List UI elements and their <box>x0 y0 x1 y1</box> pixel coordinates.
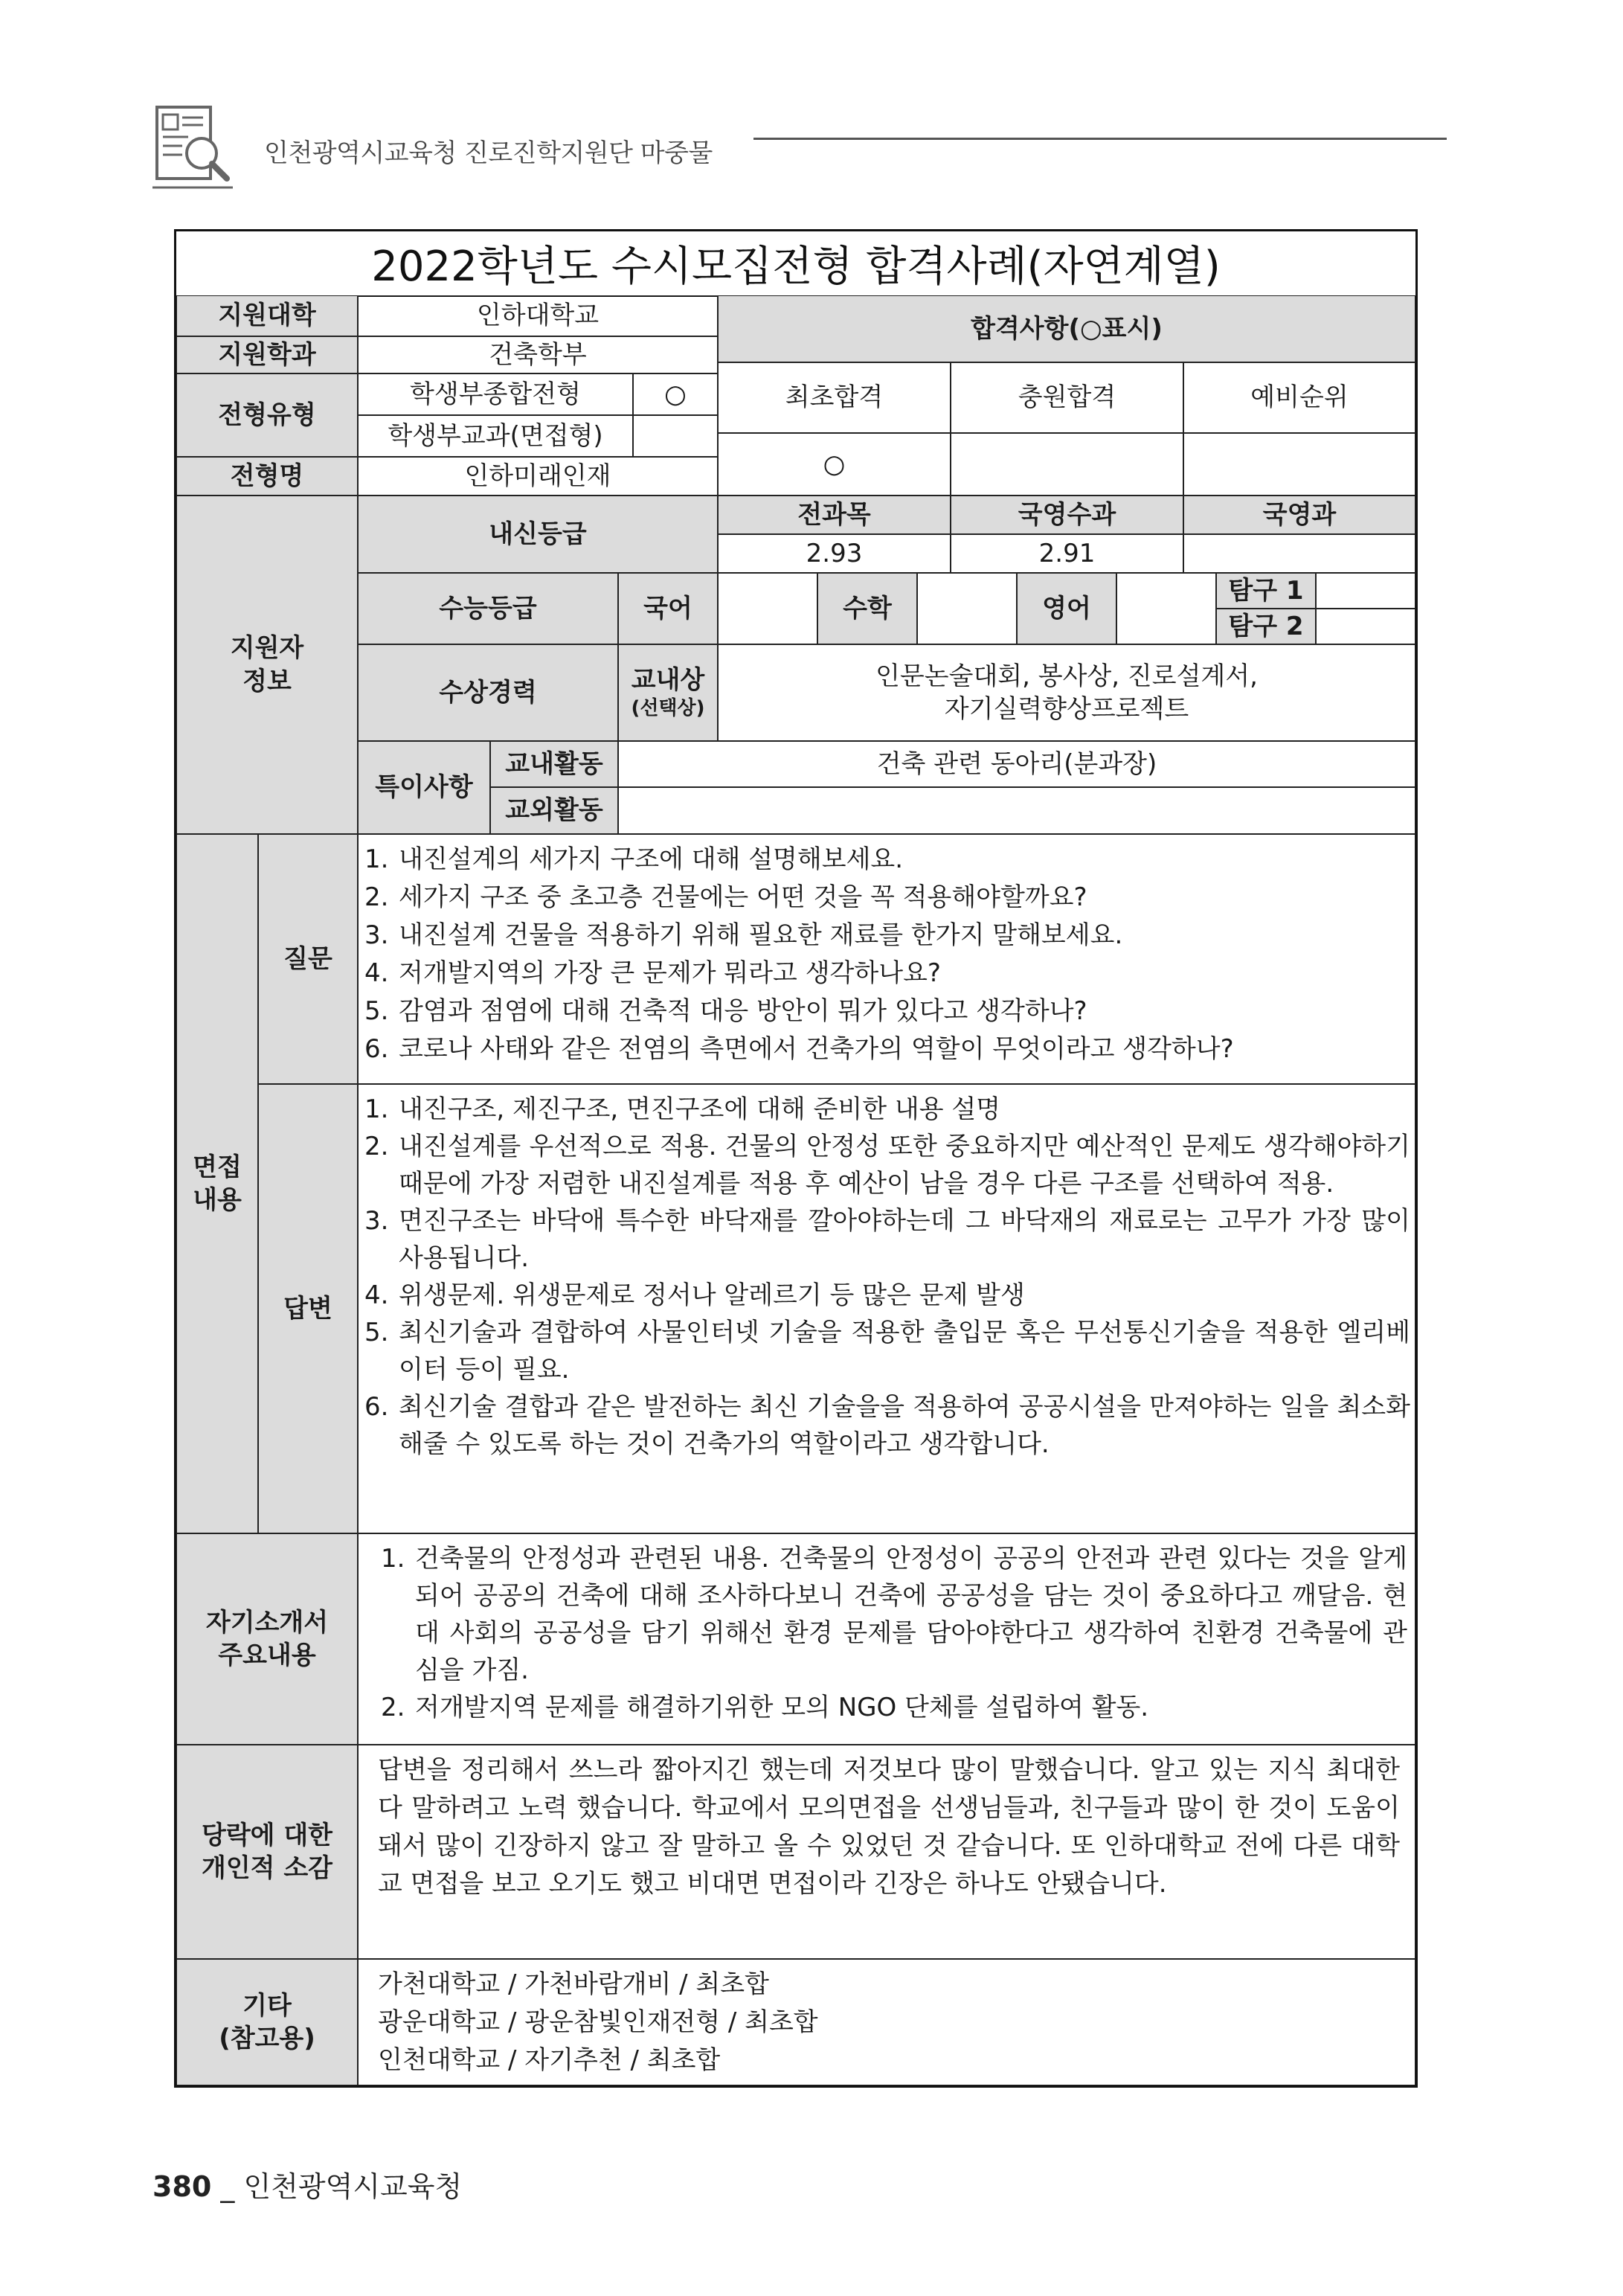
admission-name-label: 전형명 <box>176 457 358 496</box>
awards-value <box>718 644 1415 741</box>
admission-name-value: 인하미래인재 <box>358 457 718 496</box>
awards-line1: 인문논술대회, 봉사상, 진로설계서, <box>875 661 1258 691</box>
etc-box <box>358 1959 1415 2085</box>
question-item: 1. 내진설계의 세가지 구조에 대해 설명해보세요. <box>364 844 904 874</box>
essay-item: 2. 저개발지역 문제를 해결하기위한 모의 NGO 단체를 설립하여 활동. <box>381 1693 1149 1722</box>
grade-kes-label: 국영수과 <box>951 496 1183 534</box>
result-first-pass-label: 최초합격 <box>718 362 951 433</box>
result-first-pass-mark: ○ <box>718 433 951 496</box>
special-notes-label: 특이사항 <box>358 741 490 834</box>
question-item: 4. 저개발지역의 가장 큰 문제가 뭐라고 생각하나요? <box>364 958 941 988</box>
csat-english-value <box>1116 573 1216 644</box>
impression-text: 답변을 정리해서 쓰느라 짧아지긴 했는데 저것보다 많이 말했습니다. 알고 있는 지식 최대한 다 말하려고 노력 했습니다. 학교에서 모의면접을 선생님들과, 친구들과 많이 한 것이 도움이 돼서 많이 긴장하지 않고 잘 말하고 올 수 있었던 것 같습니다. 또 인하대학교 전에 다른 대학교 면접을 보고 오기도 했고 비대면 면접이라 긴장은 하나도 안됐습니다. <box>378 1755 1400 1899</box>
question-item: 5. 감염과 점염에 대해 건축적 대응 방안이 뭐가 있다고 생각하나? <box>364 996 1087 1026</box>
answers-label: 답변 <box>258 1084 358 1533</box>
school-grade-label: 내신등급 <box>358 496 718 573</box>
in-school-activity-label: 교내활동 <box>490 741 618 787</box>
etc-line: 인천대학교 / 자기추천 / 최초합 <box>378 2045 721 2075</box>
grade-all-subjects-label: 전과목 <box>718 496 951 534</box>
result-header: 합격사항(○표시) <box>718 295 1415 362</box>
csat-inquiry2-label: 탐구 2 <box>1216 609 1316 644</box>
grade-ke-label: 국영과 <box>1183 496 1415 534</box>
in-school-award-title: 교내상 <box>631 665 705 695</box>
etc-line: 가천대학교 / 가천바람개비 / 최초합 <box>378 1969 769 1999</box>
essay-label-line1: 자기소개서 <box>205 1607 329 1638</box>
grade-all-subjects-value: 2.93 <box>718 534 951 573</box>
applicant-section-label <box>176 496 358 834</box>
university-label: 지원대학 <box>176 295 358 336</box>
essay-list <box>378 1540 1407 1726</box>
answer-item: 5. 최신기술과 결합하여 사물인터넷 기술을 적용한 출입문 혹은 무선통신기술을 적용한 엘리베이터 등이 필요. <box>364 1318 1410 1385</box>
dept-value: 건축학부 <box>358 336 718 373</box>
header-org-name: 인천광역시교육청 진로진학지원단 마중물 <box>264 138 713 168</box>
result-additional-pass-mark <box>951 433 1183 496</box>
impression-label-line2: 개인적 소감 <box>201 1853 333 1883</box>
essay-label-line2: 주요내용 <box>218 1641 316 1670</box>
questions-list <box>361 841 1410 1068</box>
out-school-activity-value <box>618 787 1415 834</box>
result-waitlist-mark <box>1183 433 1415 496</box>
answer-item: 6. 최신기술 결합과 같은 발전하는 최신 기술을을 적용하여 공공시설을 만져야하는 일을 최소화 해줄 수 있도록 하는 것이 건축가의 역할이라고 생각합니다. <box>364 1392 1410 1459</box>
out-school-activity-label: 교외활동 <box>490 787 618 834</box>
result-additional-pass-label: 충원합격 <box>951 362 1183 433</box>
answer-item: 2. 내진설계를 우선적으로 적용. 건물의 안정성 또한 중요하지만 예산적인 문제도 생각해야하기 때문에 가장 저렴한 내진설계를 적용 후 예산이 남을 경우 다른 구조를 선택하여 적용. <box>364 1132 1410 1199</box>
etc-label-line1: 기타 <box>242 1990 292 2021</box>
essay-section-label <box>176 1533 358 1745</box>
csat-inquiry1-label: 탐구 1 <box>1216 573 1316 609</box>
page-header <box>152 91 1447 191</box>
answer-item: 1. 내진구조, 제진구조, 면진구조에 대해 준비한 내용 설명 <box>364 1094 1001 1124</box>
result-waitlist-label: 예비순위 <box>1183 362 1415 433</box>
impression-section-label <box>176 1745 358 1959</box>
grade-ke-value <box>1183 534 1415 573</box>
admission-case-table <box>174 229 1418 2088</box>
type-option-comprehensive: 학생부종합전형 <box>358 373 633 415</box>
applicant-label-line2: 정보 <box>242 666 292 696</box>
dept-label: 지원학과 <box>176 336 358 373</box>
questions-label: 질문 <box>258 834 358 1084</box>
in-school-award-sub: (선택상) <box>631 697 705 720</box>
essay-item: 1. 건축물의 안정성과 관련된 내용. 건축물의 안정성이 공공의 안전과 관련 있다는 것을 알게 되어 공공의 건축에 대해 조사하다보니 건축에 공공성을 담는 것이 중요하다고 깨달음. 현대 사회의 공공성을 담기 위해선 환경 문제를 담아야한다고 생각하여 친환경 건축물에 관심을 가짐. <box>381 1544 1407 1685</box>
answers-list <box>361 1091 1410 1463</box>
header-divider <box>753 138 1447 140</box>
footer-org: 인천광역시교육청 <box>243 2170 463 2203</box>
etc-section-label <box>176 1959 358 2085</box>
questions-box <box>358 834 1415 1084</box>
question-item: 3. 내진설계 건물을 적용하기 위해 필요한 재료를 한가지 말해보세요. <box>364 920 1123 950</box>
impression-label-line1: 당락에 대한 <box>201 1820 333 1850</box>
page-footer <box>152 2164 462 2204</box>
type-label: 전형유형 <box>176 373 358 457</box>
type-option-comprehensive-mark: ○ <box>633 373 718 415</box>
csat-inquiry1-value <box>1316 573 1415 609</box>
in-school-activity-value: 건축 관련 동아리(분과장) <box>618 741 1415 787</box>
essay-box <box>358 1533 1415 1745</box>
impression-box <box>358 1745 1415 1959</box>
doc-title: 2022학년도 수시모집전형 합격사례(자연계열) <box>176 231 1415 297</box>
applicant-label-line1: 지원자 <box>230 633 304 664</box>
etc-line: 광운대학교 / 광운참빛인재전형 / 최초합 <box>378 2007 818 2037</box>
etc-label-line2: (참고용) <box>219 2024 315 2053</box>
grade-kes-value: 2.91 <box>951 534 1183 573</box>
question-item: 2. 세가지 구조 중 초고층 건물에는 어떤 것을 꼭 적용해야할까요? <box>364 882 1087 912</box>
in-school-award-label <box>618 644 718 741</box>
type-option-subject-mark <box>633 415 718 457</box>
interview-label-line1: 면접 <box>193 1152 242 1182</box>
interview-section-label <box>176 834 258 1533</box>
csat-grade-label: 수능등급 <box>358 573 618 644</box>
csat-english-label: 영어 <box>1017 573 1116 644</box>
answer-item: 4. 위생문제. 위생문제로 정서나 알레르기 등 많은 문제 발생 <box>364 1280 1025 1310</box>
page-number: 380 <box>152 2170 212 2203</box>
csat-math-value <box>917 573 1017 644</box>
university-value: 인하대학교 <box>358 295 718 336</box>
answers-box <box>358 1084 1415 1533</box>
csat-math-label: 수학 <box>817 573 917 644</box>
awards-label: 수상경력 <box>358 644 618 741</box>
answer-item: 3. 면진구조는 바닥애 특수한 바닥재를 깔아야하는데 그 바닥재의 재료로는 고무가 가장 많이 사용됩니다. <box>364 1206 1410 1273</box>
magnifier-document-icon <box>152 104 234 190</box>
csat-inquiry2-value <box>1316 609 1415 644</box>
footer-separator: _ <box>220 2170 235 2203</box>
awards-line2: 자기실력향상프로젝트 <box>944 694 1189 724</box>
question-item: 6. 코로나 사태와 같은 전염의 측면에서 건축가의 역할이 무엇이라고 생각하나? <box>364 1034 1234 1064</box>
interview-label-line2: 내용 <box>193 1185 242 1215</box>
type-option-subject: 학생부교과(면접형) <box>358 415 633 457</box>
csat-korean-value <box>718 573 817 644</box>
csat-korean-label: 국어 <box>618 573 718 644</box>
